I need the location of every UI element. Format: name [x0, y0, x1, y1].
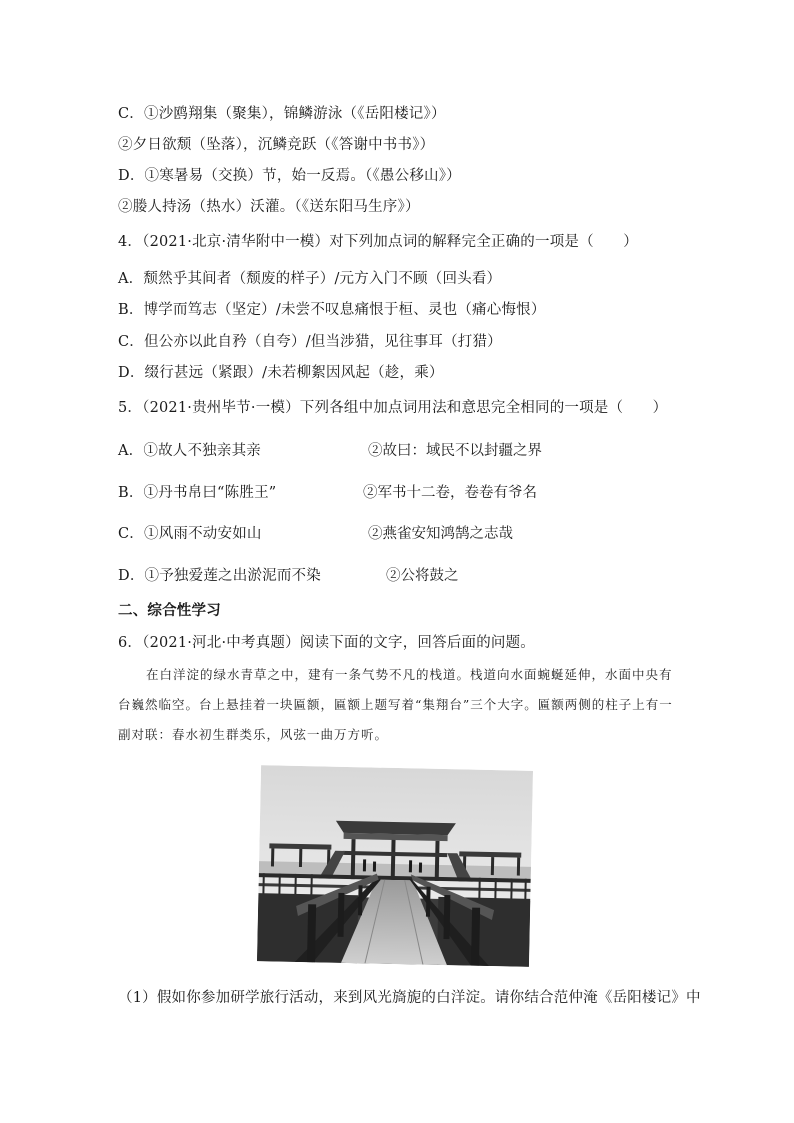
question-4-option-c: C．但公亦以此自矜（自夸）/但当涉猎，见往事耳（打猎） [118, 334, 502, 350]
question-5-option-d-1: D．①予独爱莲之出淤泥而不染 [118, 568, 321, 584]
reading-passage: 在白洋淀的绿水青草之中，建有一条气势不凡的栈道。栈道向水面蜿蜒延伸，水面中央有台巍然临空。台上悬挂着一块匾额，匾额上题写着“集翔台”三个大字。匾额两侧的柱子上有一副对联：春水初生群类乐，风弦一曲万方听。 [118, 667, 673, 742]
section-heading: 二、综合性学习 [118, 603, 221, 619]
question-5-option-d-2: ②公将鼓之 [386, 568, 459, 584]
question-6-stem: 6．（2021·河北·中考真题）阅读下面的文字，回答后面的问题。 [118, 635, 535, 651]
question-5-option-b-2: ②军书十二卷，卷卷有爷名 [363, 485, 537, 501]
question-4-stem: 4．（2021·北京·清华附中一模）对下列加点词的解释完全正确的一项是（ ） [118, 234, 638, 250]
question-4-option-a: A．颓然乎其间者（颓废的样子）/元方入门不顾（回头看） [118, 271, 502, 287]
option-c-line-2: ②夕日欲颓（坠落），沉鳞竞跃（《答谢中书书》） [118, 137, 435, 153]
option-d-line-2: ②媵人持汤（热水）沃灌。（《送东阳马生序》） [118, 199, 420, 215]
photo-illustration [257, 765, 533, 967]
question-5-option-c-1: C．①风雨不动安如山 [118, 526, 262, 542]
question-5-option-a-2: ②故曰：域民不以封疆之界 [368, 443, 542, 459]
question-5-option-c-2: ②燕雀安知鸿鹄之志哉 [368, 526, 513, 542]
question-6-part-1: （1）假如你参加研学旅行活动，来到风光旖旎的白洋淀。请你结合范仲淹《岳阳楼记》中 [118, 990, 701, 1006]
question-5-stem: 5．（2021·贵州毕节·一模）下列各组中加点词用法和意思完全相同的一项是（ ） [118, 400, 668, 416]
question-5-option-a-1: A．①故人不独亲其亲 [118, 443, 261, 459]
question-4-option-d: D．缀行甚远（紧跟）/未若柳絮因风起（趁，乘） [118, 365, 444, 381]
option-c-line-1: C．①沙鸥翔集（聚集），锦鳞游泳（《岳阳楼记》） [118, 106, 446, 122]
question-4-option-b: B．博学而笃志（坚定）/未尝不叹息痛恨于桓、灵也（痛心悔恨） [118, 302, 546, 318]
boardwalk-pavilion-photo [257, 765, 533, 967]
option-d-line-1: D．①寒暑易（交换）节，始一反焉。（《愚公移山》） [118, 168, 461, 184]
question-5-option-b-1: B．①丹书帛曰“陈胜王” [118, 485, 277, 501]
